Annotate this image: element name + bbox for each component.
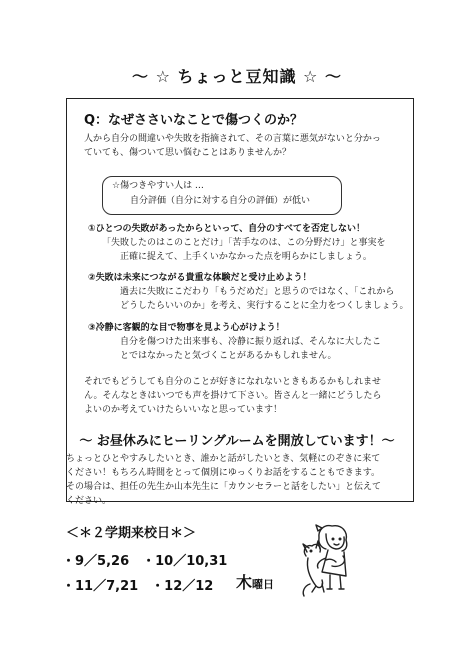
girl-with-dog-illustration bbox=[296, 520, 372, 602]
closing-line: ん。そんなときはいつでも声を掛けて下さい。皆さんと一緒にどうしたら bbox=[84, 391, 382, 401]
intro-line: 人から自分の間違いや失敗を指摘されて、その言葉に悪気がないと分かっ bbox=[84, 134, 381, 144]
closing-line: それでもどうしても自分のことが好きになれないときもあるかもしれませ bbox=[84, 377, 382, 387]
section-subtitle: 〜 お昼休みにヒーリングルームを開放しています！〜 bbox=[79, 434, 395, 449]
closing-line: よいのか考えていけたらいいなと思っています！ bbox=[84, 405, 283, 415]
schedule-weekday bbox=[236, 570, 274, 593]
note-line: 自分評価（自分に対する自分の評価）が低い bbox=[130, 196, 311, 206]
point-heading: ②失敗は未来につながる貴重な体験だと受け止めよう！ bbox=[88, 273, 312, 283]
intro-line: ていても、傷ついて思い悩むことはありませんか？ bbox=[84, 148, 292, 158]
healing-line: ください。 bbox=[66, 496, 112, 506]
schedule-dates-row: ・11／7,21 ・12／12 bbox=[62, 579, 214, 594]
point-line: 「失敗したのはこのことだけ」「苦手なのは、この分野だけ」と事実を bbox=[102, 238, 386, 248]
point-line: 過去に失敗にこだわり「もうだめだ」と思うのではなく、「これから bbox=[120, 287, 395, 297]
question-heading: Q：なぜささいなことで傷つくのか？ bbox=[84, 113, 304, 128]
healing-line: ください！もちろん時間をとって個別にゆっくりお話をすることもできます。 bbox=[66, 468, 381, 478]
point-line: とではなかったと気づくことがあるかもしれません。 bbox=[120, 351, 337, 361]
schedule-dates-row: ・9／5,26 ・10／10,31 bbox=[62, 554, 228, 569]
point-heading: ③冷静に客観的な目で物事を見よう心がけよう！ bbox=[88, 323, 285, 333]
schedule-heading: ＜＊２学期来校日＊＞ bbox=[66, 526, 197, 541]
page-title: 〜 ☆ ちょっと豆知識 ☆ 〜 bbox=[132, 67, 342, 86]
healing-line: その場合は、担任の先生か山本先生に「カウンセラーと話をしたい」と伝えて bbox=[66, 482, 382, 492]
point-heading: ①ひとつの失敗があったからといって、自分のすべてを否定しない！ bbox=[88, 224, 365, 234]
point-line: 正確に捉えて、上手くいかなかった点を明らかにしましょう。 bbox=[120, 252, 372, 262]
point-line: 自分を傷つけた出来事も、冷静に振り返れば、そんなに大したこ bbox=[120, 337, 382, 347]
healing-line: ちょっとひとやすみしたいとき、誰かと話がしたいとき、気軽にのぞきに来て bbox=[66, 454, 381, 464]
note-line: ☆傷つきやすい人は … bbox=[112, 181, 204, 191]
weekday-kanji: 木 bbox=[236, 573, 253, 592]
weekday-suffix: 曜日 bbox=[252, 578, 275, 591]
point-line: どうしたらいいのか」を考え、実行することに全力をつくしましょう。 bbox=[120, 301, 409, 311]
